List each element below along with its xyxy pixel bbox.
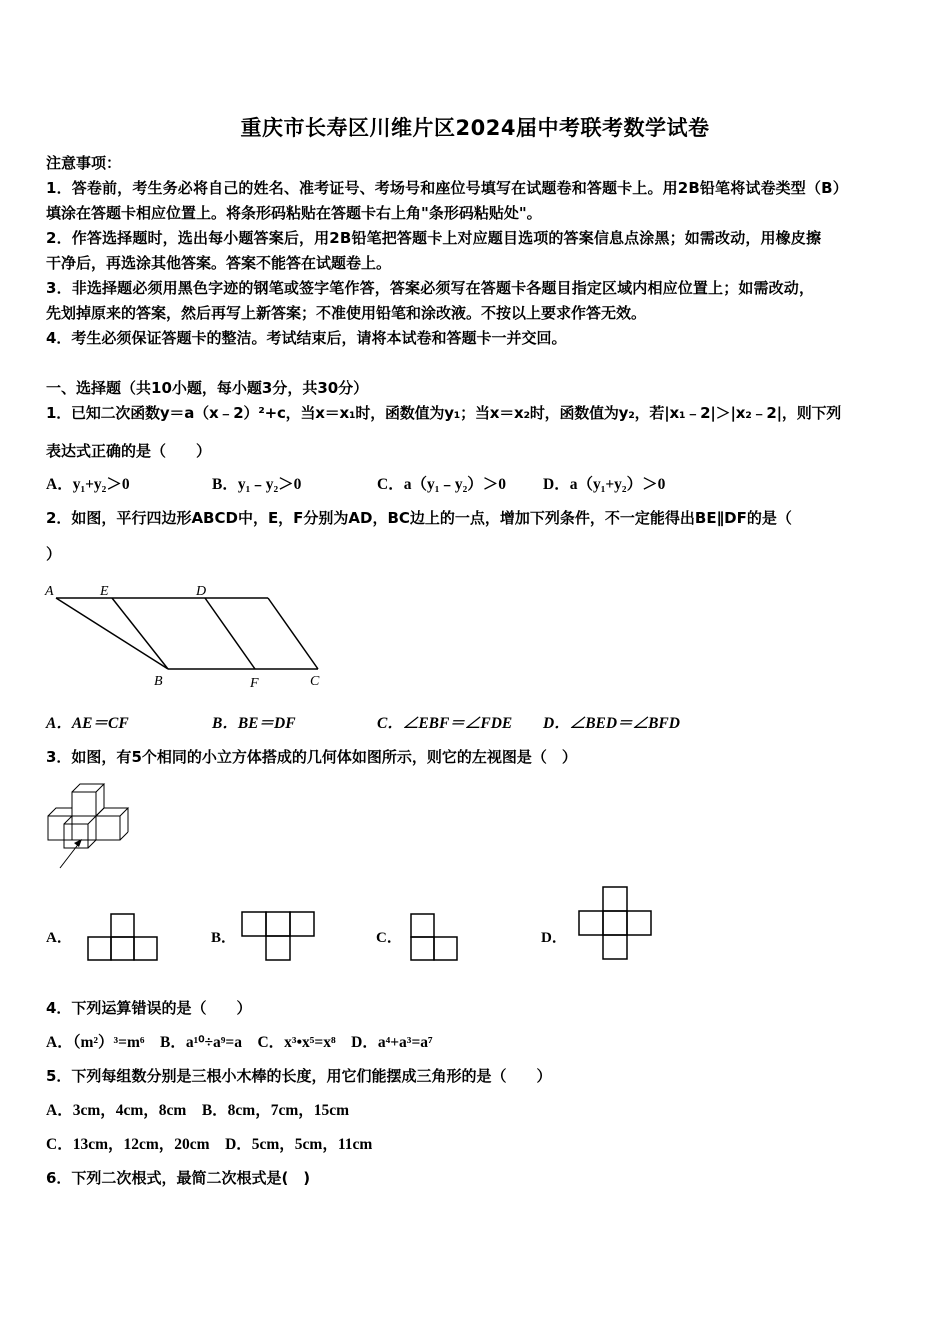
edge-dc (268, 598, 318, 669)
notice-line: 1．答卷前，考生务必将自己的姓名、准考证号、考场号和座位号填写在试题卷和答题卡上。用2B铅笔将试卷类型（B） (46, 179, 848, 197)
label-e: E (100, 584, 109, 599)
section-heading: 一、选择题（共10小题，每小题3分，共30分） (46, 379, 369, 397)
question-1-text-cont: 表达式正确的是（ ） (46, 442, 212, 460)
notice-heading: 注意事项： (46, 154, 122, 172)
question-5-text: 5．下列每组数分别是三根小木棒的长度，用它们能摆成三角形的是（ ） (46, 1067, 552, 1085)
q3-option-b-figure (240, 910, 316, 962)
notice-line: 4．考生必须保证答题卡的整洁。考试结束后，请将本试卷和答题卡一并交回。 (46, 329, 567, 347)
notice-line: 3．非选择题必须用黑色字迹的钢笔或签字笔作答，答案必须写在答题卡各题目指定区域内相应位置上；如需改动， (46, 279, 815, 297)
label-f: F (250, 676, 259, 691)
notice-line: 2．作答选择题时，选出每小题答案后，用2B铅笔把答题卡上对应题目选项的答案信息点涂黑；如需改动，用橡皮擦 (46, 229, 822, 247)
q3-option-a: A． (46, 930, 72, 946)
notice-line: 干净后，再选涂其他答案。答案不能答在试题卷上。 (46, 254, 392, 272)
label-b: B (154, 674, 163, 689)
q4-options: A．（m²）³=m⁶ B．a¹⁰÷a⁹=a C．x³•x⁵=x⁸ D．a⁴+a³=a⁷ (46, 1034, 433, 1051)
q3-option-b: B． (211, 930, 237, 946)
cubes-figure (44, 780, 136, 872)
q1-option-a: A．y₁+y₂＞0 (46, 476, 130, 493)
label-a: A (45, 584, 54, 599)
segment-df (205, 598, 255, 669)
label-c: C (310, 674, 320, 689)
notice-line: 填涂在答题卡相应位置上。将条形码粘贴在答题卡右上角"条形码粘贴处"。 (46, 204, 542, 222)
q1-option-c: C．a（y₁﹣y₂）＞0 (377, 476, 506, 493)
notice-line: 先划掉原来的答案，然后再写上新答案；不准使用铅笔和涂改液。不按以上要求作答无效。 (46, 304, 647, 322)
q1-option-d: D．a（y₁+y₂）＞0 (543, 476, 666, 493)
question-3-text: 3．如图，有5个相同的小立方体搭成的几何体如图所示，则它的左视图是（ ） (46, 748, 577, 766)
q2-option-c: C．∠EBF＝∠FDE (377, 715, 513, 732)
q5-options-row2: C．13cm，12cm，20cm D．5cm，5cm，11cm (46, 1136, 373, 1153)
q3-option-d: D． (541, 930, 567, 946)
q3-option-a-figure (86, 912, 160, 964)
q2-option-b: B．BE＝DF (212, 715, 296, 732)
q2-option-a: A．AE＝CF (46, 715, 129, 732)
q5-options-row1: A．3cm，4cm，8cm B．8cm，7cm，15cm (46, 1102, 350, 1119)
q2-option-d: D．∠BED＝∠BFD (543, 715, 680, 732)
question-6-text: 6．下列二次根式，最简二次根式是( ) (46, 1169, 311, 1187)
q3-option-c-figure (409, 912, 461, 964)
q1-option-b: B．y₁﹣y₂＞0 (212, 476, 302, 493)
q3-option-d-figure (576, 885, 654, 963)
question-2-text-cont: ） (46, 545, 62, 563)
segment-be (112, 598, 168, 669)
label-d: D (196, 584, 207, 599)
question-4-text: 4．下列运算错误的是（ ） (46, 999, 252, 1017)
question-2-text: 2．如图，平行四边形ABCD中，E，F分别为AD，BC边上的一点，增加下列条件，不一定能得出BE∥DF的是（ (46, 509, 792, 527)
question-1-text: 1．已知二次函数y＝a（x﹣2）²+c，当x＝x₁时，函数值为y₁；当x＝x₂时，函数值为y₂，若|x₁﹣2|＞|x₂﹣2|，则下列 (46, 404, 842, 422)
q3-option-c: C． (376, 930, 402, 946)
edge-ab (56, 598, 168, 669)
page-title: 重庆市长寿区川维片区2024届中考联考数学试卷 (240, 116, 710, 140)
parallelogram-figure (40, 578, 340, 693)
